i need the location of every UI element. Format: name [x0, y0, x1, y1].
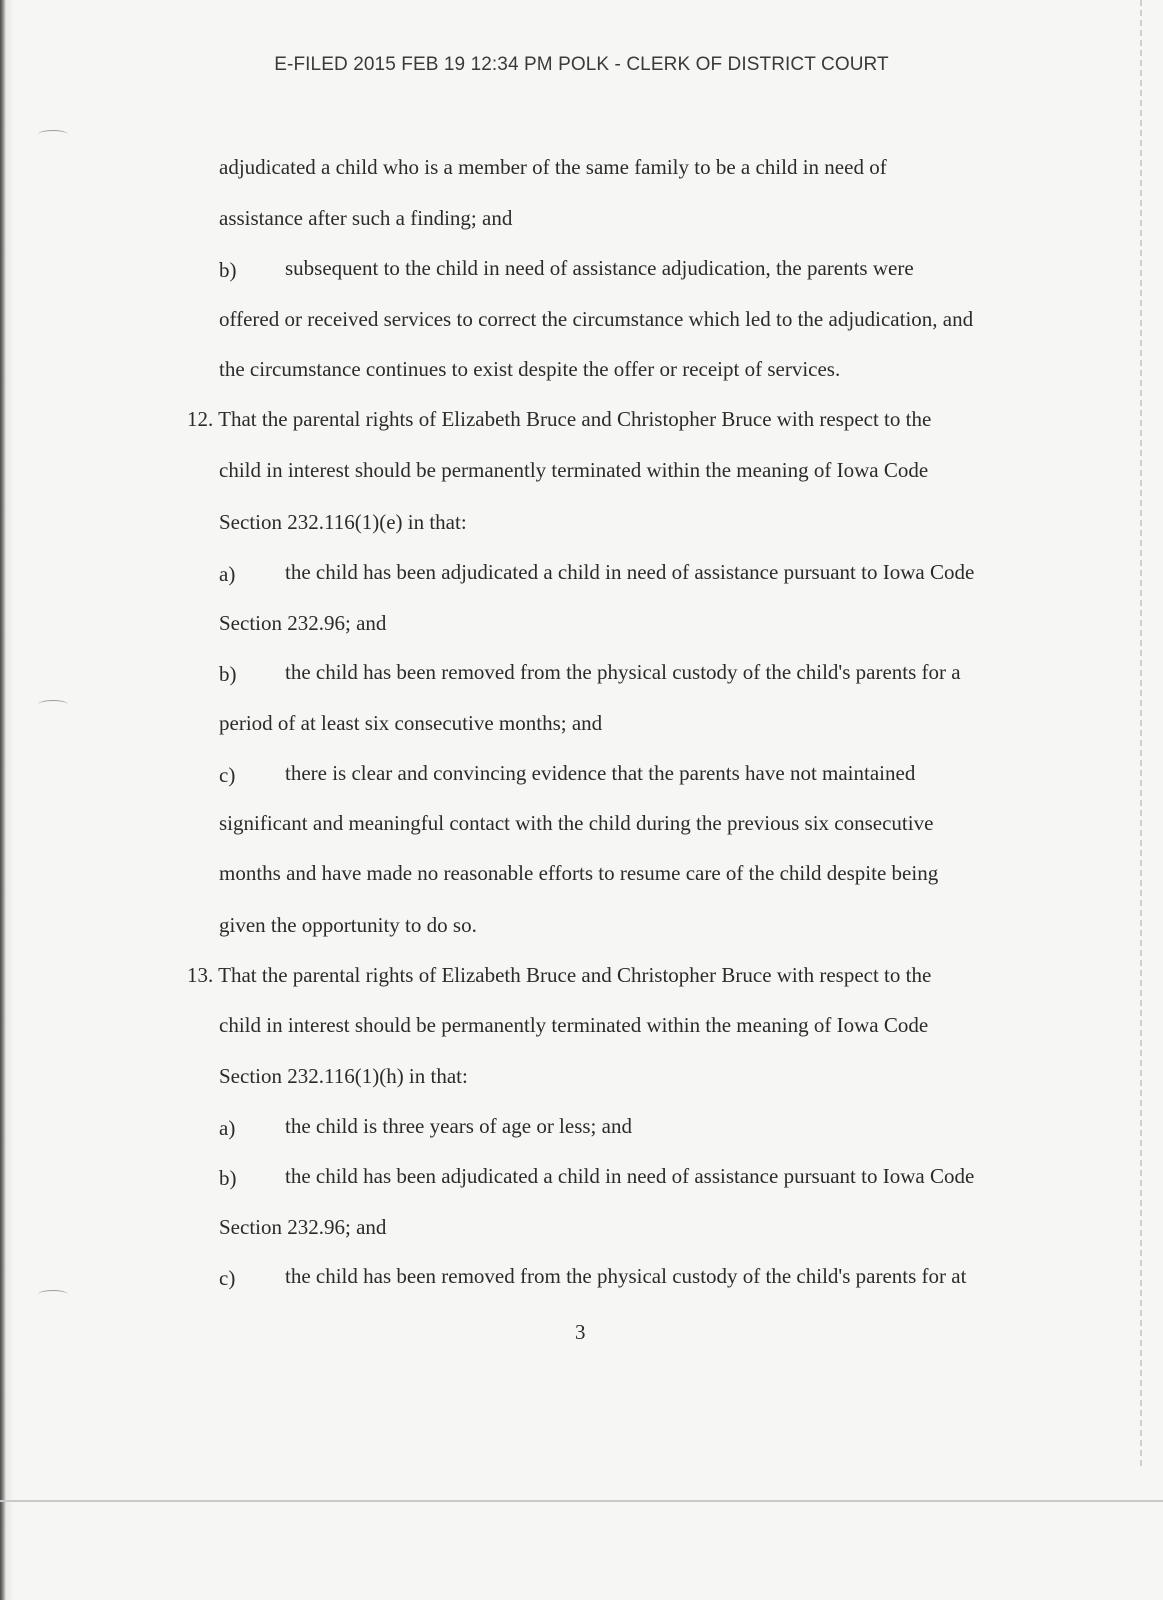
body-line: period of at least six consecutive months; and	[219, 711, 603, 735]
body-line: there is clear and convincing evidence that the parents have not maintained	[285, 761, 916, 785]
efiled-header: E-FILED 2015 FEB 19 12:34 PM POLK - CLERK OF DISTRICT COURT	[274, 54, 889, 75]
body-line: child in interest should be permanently terminated within the meaning of Iowa Code	[219, 1013, 929, 1037]
body-line: child in interest should be permanently terminated within the meaning of Iowa Code	[219, 458, 929, 482]
body-line: Section 232.96; and	[219, 1215, 387, 1239]
page-number: 3	[575, 1320, 586, 1344]
paragraph-12-heading: 12. That the parental rights of Elizabeth Bruce and Christopher Bruce with respect to the	[187, 407, 932, 431]
page-right-edge	[1140, 0, 1142, 1470]
body-line: Section 232.116(1)(e) in that:	[219, 510, 467, 534]
punch-hole-mark	[38, 700, 68, 709]
body-line: Section 232.96; and	[219, 611, 387, 635]
body-line: the child has been removed from the physical custody of the child's parents for a	[285, 660, 961, 684]
item-label: b)	[219, 1166, 237, 1190]
punch-hole-mark	[38, 130, 68, 139]
body-line: given the opportunity to do so.	[219, 913, 477, 937]
item-label: a)	[219, 562, 236, 586]
body-line: Section 232.116(1)(h) in that:	[219, 1064, 468, 1088]
body-line: assistance after such a finding; and	[219, 206, 513, 230]
body-line: months and have made no reasonable efforts to resume care of the child despite being	[219, 861, 939, 885]
body-line: offered or received services to correct the circumstance which led to the adjudication, and	[219, 307, 974, 331]
paragraph-13-heading: 13. That the parental rights of Elizabeth Bruce and Christopher Bruce with respect to the	[187, 963, 932, 987]
body-line: subsequent to the child in need of assistance adjudication, the parents were	[285, 256, 914, 280]
punch-hole-mark	[38, 1290, 68, 1299]
item-label: b)	[219, 662, 237, 686]
body-line: the child has been adjudicated a child in need of assistance pursuant to Iowa Code	[285, 560, 975, 584]
body-line: the child is three years of age or less; and	[285, 1114, 632, 1138]
body-line: the child has been adjudicated a child in need of assistance pursuant to Iowa Code	[285, 1164, 975, 1188]
body-line: the child has been removed from the physical custody of the child's parents for at	[285, 1264, 967, 1288]
body-line: significant and meaningful contact with the child during the previous six consecutive	[219, 811, 934, 835]
body-line: adjudicated a child who is a member of the same family to be a child in need of	[219, 155, 887, 179]
body-line: the circumstance continues to exist despite the offer or receipt of services.	[219, 357, 841, 381]
item-label: a)	[219, 1116, 236, 1140]
item-label: b)	[219, 258, 237, 282]
item-label: c)	[219, 1266, 236, 1290]
item-label: c)	[219, 763, 236, 787]
page-bottom-edge	[0, 1500, 1163, 1502]
